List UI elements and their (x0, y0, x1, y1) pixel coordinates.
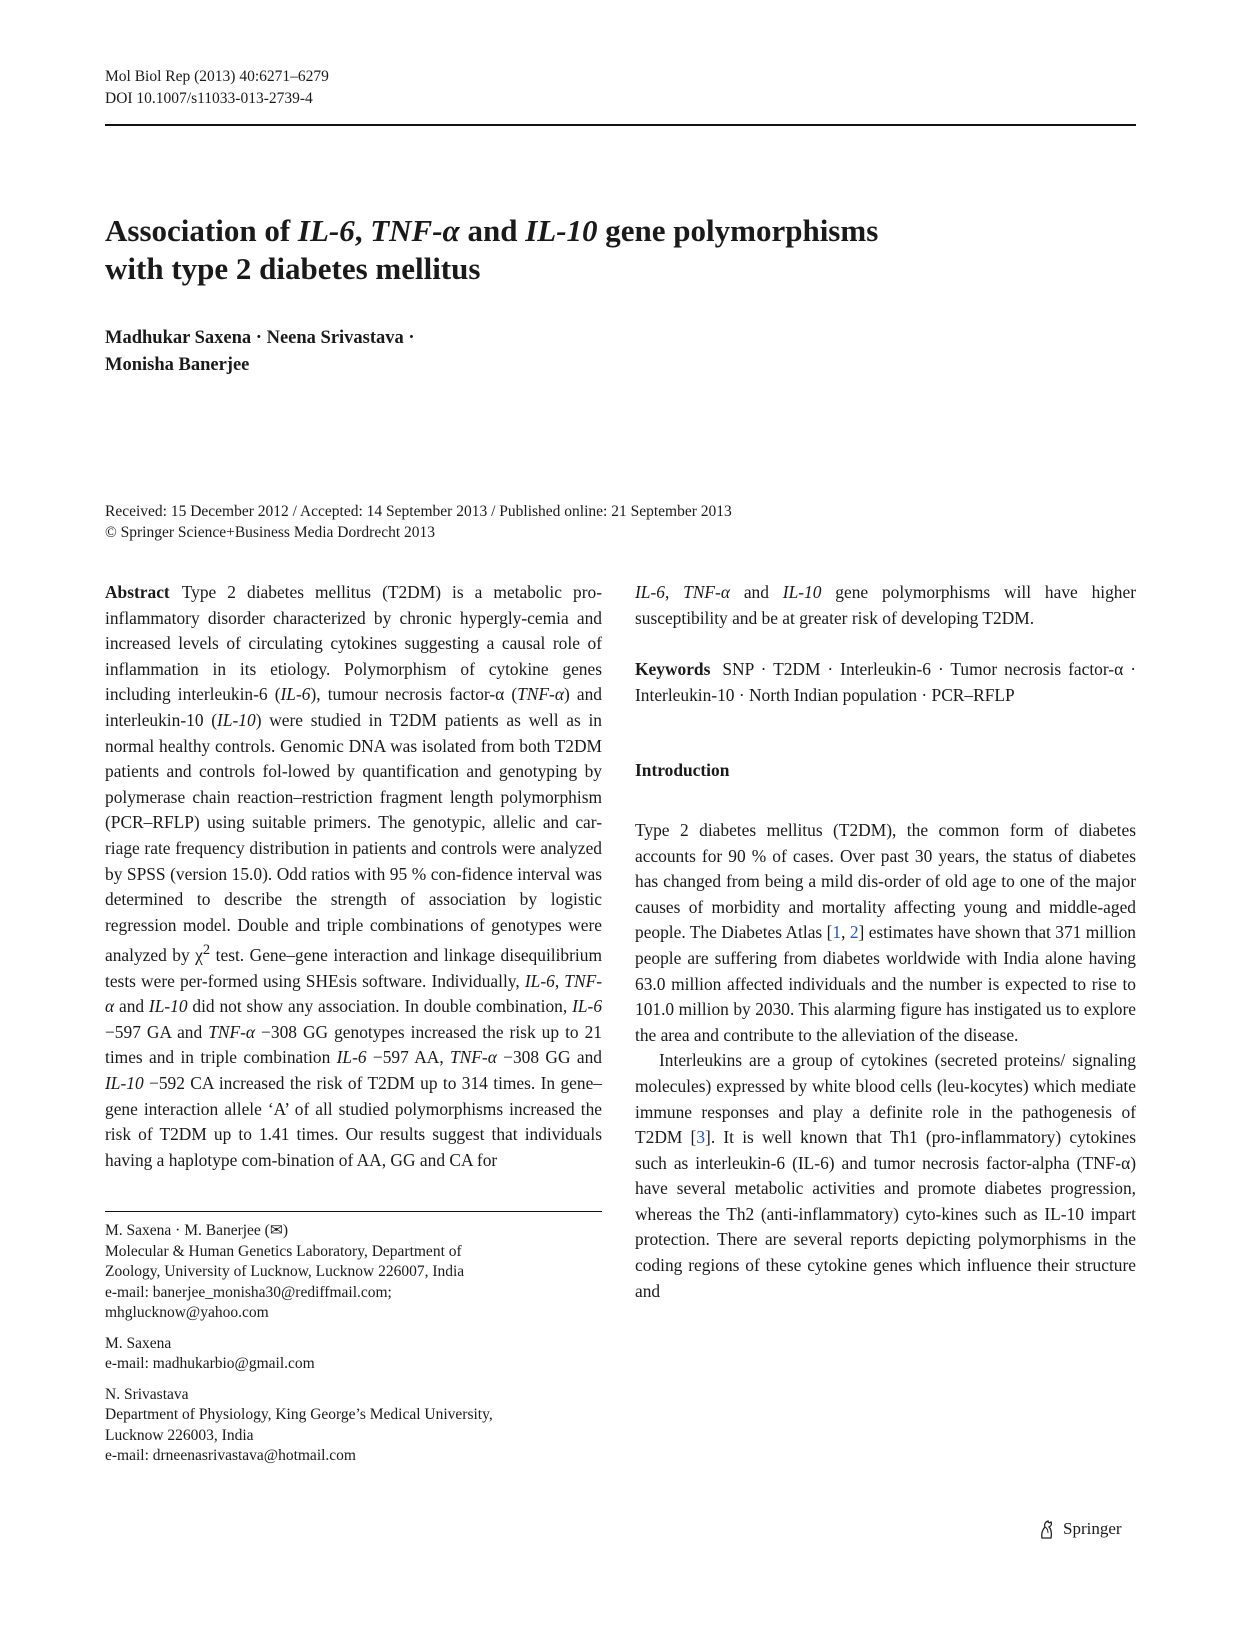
keywords (635, 657, 1136, 708)
abstract-text: Abstract Type 2 diabetes mellitus (T2DM) is a metabolic pro-inflammatory disorder characterized by chronic hypergly-cemia and increased levels of circulating cytokines suggesting a causal role of inflammation in its etiology. Polymorphism of cytokine genes including interleukin-6 (IL-6), tumour necrosis factor-α (TNF-α) and interleukin-10 (IL-10) were studied in T2DM patients as well as in normal healthy controls. Genomic DNA was isolated from both T2DM patients and controls fol-lowed by quantification and genotyping by polymerase chain reaction–restriction fragment length polymorphism (PCR–RFLP) using suitable primers. The genotypic, allelic and car-riage rate frequency distribution in patients and controls were analyzed by SPSS (version 15.0). Odd ratios with 95 % con-fidence interval was determined to describe the strength of association by logistic regression model. Double and triple combinations of genotypes were analyzed by $\chi^2$ test. Gene–gene interaction and linkage disequilibrium tests were per-formed using SHEsis software. Individually, IL-6, TNF-α and IL-10 did not show any association. In double combination, IL-6 −597 GA and TNF-α −308 GG genotypes increased the risk up to 21 times and in triple combination IL-6 −597 AA, TNF-α −308 GG and IL-10 −592 CA increased the risk of T2DM up to 314 times. In gene–gene interaction allele ‘A’ of all studied polymorphisms increased the risk of T2DM up to 1.41 times. Our results suggest that individuals having a haplotype com-bination of AA, GG and CA for (105, 582, 603, 1170)
author-2: Neena Srivastava (266, 328, 404, 348)
journal-header (105, 66, 329, 110)
affiliation-3: N. Srivastava Department of Physiology, King George’s Medical University, Lucknow 226003, India e-mail: drneenasrivastava@hotmail.com (105, 1385, 493, 1464)
affiliation-2: M. Saxena e-mail: madhukarbio@gmail.com (105, 1334, 315, 1372)
abstract-continuation: IL-6, TNF-α and IL-10 gene polymorphisms will have higher susceptibility and be at greater risk of developing T2DM. (635, 582, 1137, 628)
header-rule (105, 124, 1136, 126)
right-column (635, 580, 1136, 1304)
intro-paragraph-2: Interleukins are a group of cytokines (secreted proteins/ signaling molecules) expressed by white blood cells (leu-kocytes) which mediate immune responses and play a definite role in the pathogenesis of T2DM [3]. It is well known that Th1 (pro-inflammatory) cytokines such as interleukin-6 (IL-6) and tumor necrosis factor-alpha (TNF-α) have several metabolic activities and promote diabetes progression, whereas the Th2 (anti-inflammatory) cyto-kines such as IL-10 impart protection. There are several reports depicting polymorphisms in the coding regions of these cytokine genes which influence their structure and (635, 1050, 1136, 1301)
affiliation-1: M. Saxena · M. Banerjee (✉) Molecular & Human Genetics Laboratory, Department of Zoology, University of Lucknow, Lucknow 226007, India e-mail: banerjee_monisha30@rediffmail.com; mhglucknow@yahoo.com (105, 1222, 465, 1321)
copyright-line: © Springer Science+Business Media Dordrecht 2013 (105, 524, 436, 541)
history-line: Received: 15 December 2012 / Accepted: 14 September 2013 / Published online: 21 September 2013 (105, 503, 732, 520)
journal-doi: DOI 10.1007/s11033-013-2739-4 (105, 90, 313, 107)
abstract-label: Abstract (105, 582, 170, 602)
publisher-name: Springer (1063, 1519, 1122, 1538)
section-heading-introduction: Introduction (635, 760, 730, 781)
paper-title: Association of IL-6, TNF-α and IL-10 gene polymorphisms with type 2 diabetes mellitus (105, 213, 879, 286)
citation-link-1[interactable]: 1 (832, 922, 842, 943)
publisher-logo (1036, 1518, 1122, 1540)
author-1: Madhukar Saxena (105, 328, 252, 348)
affiliations (105, 1221, 602, 1477)
springer-horse-icon (1036, 1518, 1058, 1540)
keywords-text: SNP · T2DM · Interleukin-6 · Tumor necrosis factor-α · Interleukin-10 · North Indian population · PCR–RFLP (635, 659, 1136, 705)
citation-link-2[interactable]: 2 (849, 922, 859, 943)
publication-dates (105, 501, 1136, 543)
intro-paragraph-1: Type 2 diabetes mellitus (T2DM), the common form of diabetes accounts for 90 % of cases. Over past 30 years, the status of diabetes has changed from being a mild dis-order of old age to one of the major causes of morbidity and mortality affecting young and middle-aged people. The Diabetes Atlas [1, 2] estimates have shown that 371 million people are suffering from diabetes worldwide with India alone having 63.0 million affected individuals and the number is expected to rise to 101.0 million by 2030. This alarming figure has instigated us to explore the area and contribute to the alleviation of the disease. (635, 819, 1136, 1045)
author-list: Madhukar Saxena · Neena Srivastava · Monisha Banerjee (105, 328, 415, 375)
journal-citation: Mol Biol Rep (2013) 40:6271–6279 (105, 68, 329, 85)
citation-link-3[interactable]: 3 (696, 1127, 706, 1148)
abstract-block (105, 580, 602, 1173)
keywords-label: Keywords (635, 659, 711, 680)
footnote-rule (105, 1211, 602, 1212)
author-3: Monisha Banerjee (105, 355, 250, 375)
